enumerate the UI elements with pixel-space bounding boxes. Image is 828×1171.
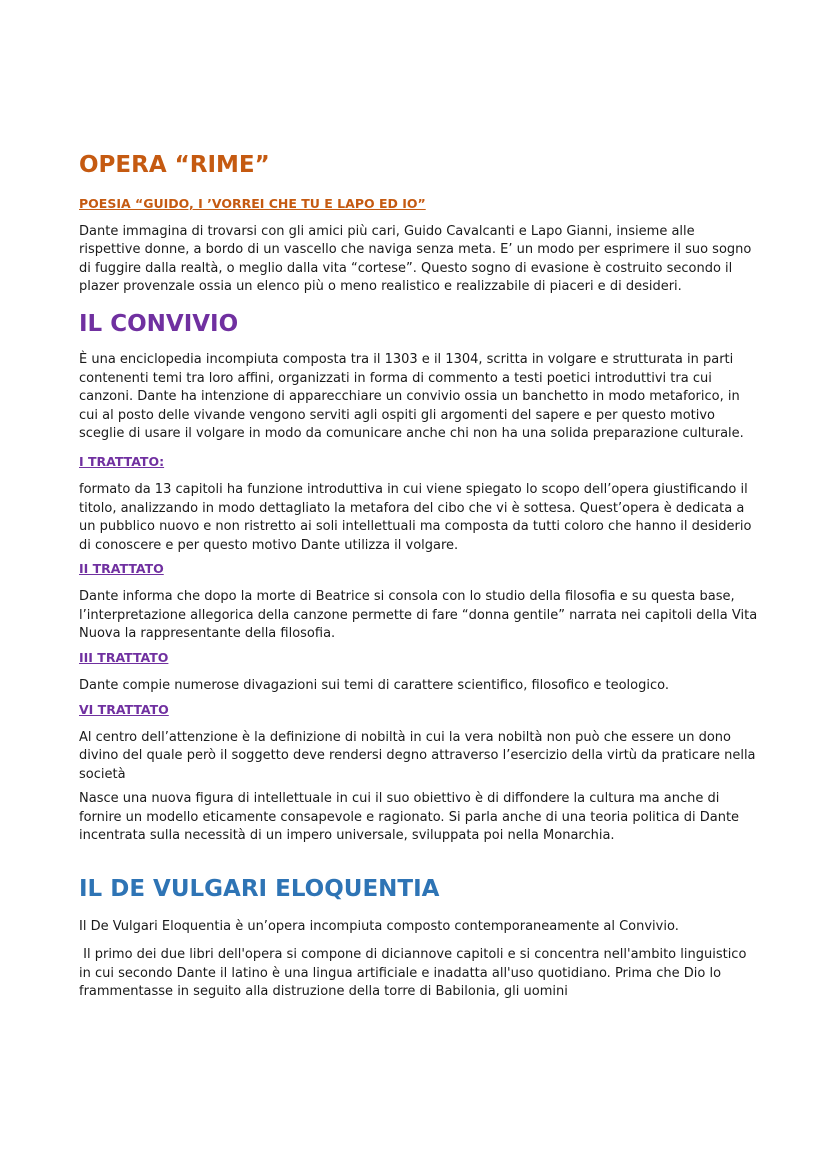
trattato-2-heading: II TRATTATO: [79, 561, 164, 577]
rime-subtitle: POESIA “GUIDO, I ’VORREI CHE TU E LAPO ED IO”: [79, 195, 426, 211]
convivio-title: IL CONVIVIO: [79, 310, 239, 337]
dve-paragraph-2: Il primo dei due libri dell'opera si compone di diciannove capitoli e si concentra nell'ambito linguistico in cui secondo Dante il latino è una lingua artificiale e inadatta all'uso quotidiano. Prima che Dio lo frammentasse in seguito alla distruzione della torre di Babilonia, gli uomini: [79, 947, 751, 1000]
trattato-3-text: Dante compie numerose divagazioni sui temi di carattere scientifico, filosofico e teologico.: [79, 678, 669, 694]
convivio-intro: È una enciclopedia incompiuta composta tra il 1303 e il 1304, scritta in volgare e strutturata in parti contenenti temi tra loro affini, organizzati in forma di commento a testi poetici introduttivi tra cui canzoni. Dante ha intenzione di apparecchiare un convivio ossia un banchetto in modo metaforico, in cui al posto delle vivande vengono serviti agli ospiti gli argomenti del sapere e per questo motivo sceglie di usare il volgare in modo da comunicare anche chi non ha una solida preparazione culturale.: [79, 352, 744, 442]
trattato-3-heading: III TRATTATO: [79, 649, 169, 665]
trattato-1-text: formato da 13 capitoli ha funzione introduttiva in cui viene spiegato lo scopo dell’opera giustificando il titolo, analizzando in modo dettagliato la metafora del cibo che vi è sottesa. Quest’opera è dedicata a un pubblico nuovo e non ristretto ai soli intellettuali ma composta da tutti coloro che hanno il desiderio di conoscere e per questo motivo Dante utilizza il volgare.: [79, 482, 752, 553]
trattato-1-heading: I TRATTATO:: [79, 453, 165, 469]
trattato-4-heading: VI TRATTATO: [79, 701, 169, 717]
rime-paragraph: Dante immagina di trovarsi con gli amici più cari, Guido Cavalcanti e Lapo Gianni, insieme alle rispettive donne, a bordo di un vascello che naviga senza meta. E’ un modo per esprimere il suo sogno di fuggire dalla realtà, o meglio dalla vita “cortese”. Questo sogno di evasione è costruito secondo il plazer provenzale ossia un elenco più o meno realistico e realizzabile di piaceri e di desideri.: [79, 223, 752, 295]
rime-title: OPERA “RIME”: [79, 152, 270, 178]
convivio-closing: Nasce una nuova figura di intellettuale in cui il suo obiettivo è di diffondere la cultura ma anche di fornire un modello eticamente consapevole e ragionato. Si parla anche di una teoria politica di Dante incentrata sulla necessità di un impero universale, sviluppata poi nella Monarchia.: [79, 791, 740, 844]
dve-paragraph-1: Il De Vulgari Eloquentia è un’opera incompiuta composto contemporaneamente al Convivio.: [79, 918, 679, 934]
trattato-2-text: Dante informa che dopo la morte di Beatrice si consola con lo studio della filosofia e su questa base, l’interpretazione allegorica della canzone permette di fare “donna gentile” narrata nei capitoli della Vita Nuova la rappresentante della filosofia.: [79, 589, 758, 642]
document-page: [79, 152, 759, 1012]
trattato-4-text: Al centro dell’attenzione è la definizione di nobiltà in cui la vera nobiltà non può che essere un dono divino del quale però il soggetto deve rendersi degno attraverso l’esercizio della virtù da praticare nella società: [79, 729, 756, 782]
dve-title: IL DE VULGARI ELOQUENTIA: [79, 875, 440, 902]
